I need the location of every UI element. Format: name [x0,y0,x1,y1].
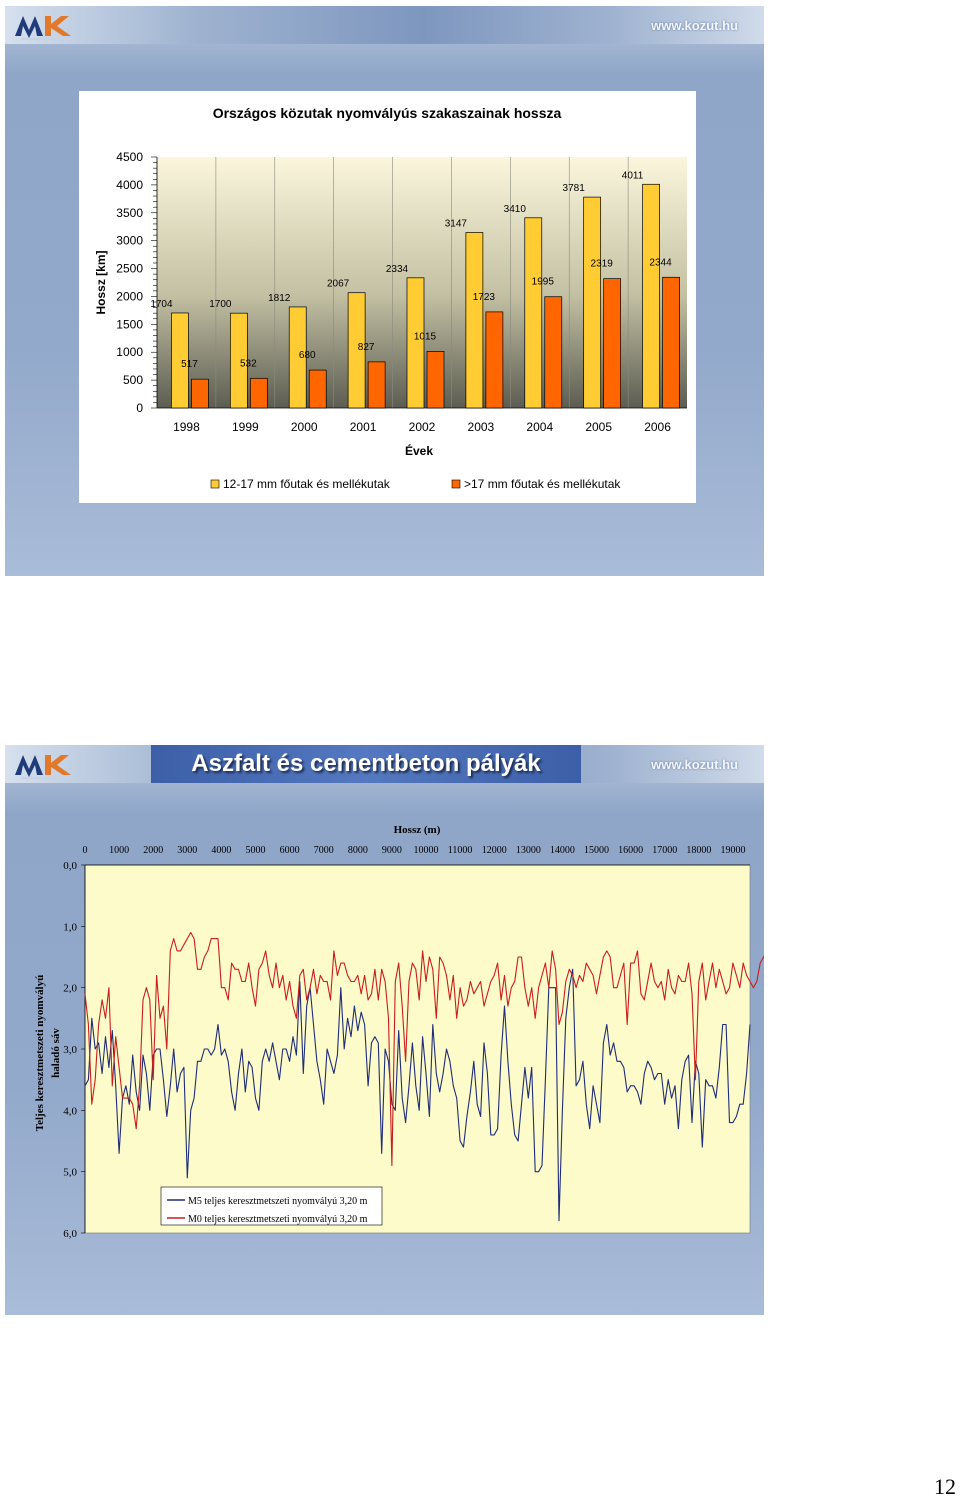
slide-title: Aszfalt és cementbeton pályák [191,750,541,777]
data-label: 1723 [472,291,496,303]
legend-label: M5 teljes keresztmetszeti nyomvályú 3,20 m [188,1196,368,1207]
y-axis-label: Teljes keresztmetszeti nyomvályú [34,974,46,1132]
plot-area [85,865,750,1233]
y-tick-label: 0 [136,401,143,415]
x-tick-label: 8000 [347,845,368,856]
x-axis-label: Évek [404,444,434,458]
site-url: www.kozut.hu [651,18,738,33]
bar-over17mm [191,379,208,408]
x-tick-label: 11000 [447,845,473,856]
y-tick-label: 1500 [116,317,143,332]
x-tick-label: 14000 [549,845,575,856]
data-label: 827 [357,341,375,353]
data-label: 1704 [150,298,173,310]
x-tick-label: 9000 [381,845,402,856]
data-label: 1995 [531,276,554,288]
x-tick-label: 13000 [515,845,541,856]
y-tick-label: 0,0 [63,860,77,872]
data-label: 3781 [562,183,585,195]
site-url: www.kozut.hu [651,757,738,772]
y-tick-label: 4500 [116,150,143,164]
y-tick-label: 500 [122,373,143,388]
bar-over17mm [309,370,326,408]
data-label: 1812 [268,292,291,304]
bar-over17mm [604,279,621,408]
y-tick-label: 3500 [116,205,143,220]
data-label: 3410 [503,203,526,215]
y-tick-label: 3000 [116,233,143,248]
bar-12-17mm [525,218,542,408]
x-tick-label: 6000 [279,845,300,856]
y-tick-label: 5,0 [63,1166,77,1179]
x-tick-label: 1000 [109,845,130,856]
x-tick-label: 1998 [173,420,200,434]
line-chart [5,783,764,1315]
x-tick-label: 18000 [686,845,712,856]
data-label: 3147 [444,218,468,230]
legend-swatch [211,480,219,488]
bar-chart-panel [79,91,696,503]
bar-chart [79,91,696,503]
x-tick-label: 17000 [652,845,678,856]
data-label: 2067 [326,278,350,290]
x-tick-label: 15000 [584,845,610,856]
x-tick-label: 2002 [408,420,436,434]
slide-header-bar [5,6,764,44]
x-tick-label: 2006 [644,420,671,434]
x-tick-label: 2004 [526,420,554,434]
y-tick-label: 6,0 [63,1228,77,1240]
x-tick-label: 2003 [467,420,495,434]
x-tick-label: 1999 [231,420,259,434]
data-label: 2334 [385,263,409,275]
x-tick-label: 0 [82,845,88,856]
bar-12-17mm [584,197,601,408]
data-label: 2344 [649,257,672,269]
y-tick-label: 3,0 [63,1044,77,1056]
x-tick-label: 19000 [720,845,746,856]
data-label: 532 [239,358,257,370]
x-tick-label: 3000 [177,845,198,856]
legend-label: >17 mm főutak és mellékutak [464,477,621,491]
data-label: 4011 [621,170,644,182]
data-label: 680 [298,350,316,362]
data-label: 2319 [590,258,613,270]
y-tick-label: 2,0 [63,982,77,995]
x-tick-label: 4000 [211,845,232,856]
kozut-logo-icon [13,10,77,42]
bar-12-17mm [407,278,424,408]
data-label: 1015 [413,331,437,343]
legend-swatch [452,480,460,488]
slide-bar-chart [5,6,764,576]
x-tick-label: 16000 [618,845,644,856]
data-label: 517 [181,359,198,371]
bar-12-17mm [466,232,483,408]
y-tick-label: 2500 [116,261,143,276]
x-tick-label: 5000 [245,845,266,856]
slide-title-banner [151,745,581,783]
kozut-logo-icon [13,749,77,781]
x-axis-label: Hossz (m) [393,824,441,836]
x-tick-label: 2001 [349,420,377,434]
bar-over17mm [368,362,385,408]
slide-header-bar [5,745,764,783]
bar-over17mm [545,297,562,408]
x-tick-label: 10000 [413,845,439,856]
x-tick-label: 2000 [290,420,318,434]
data-label: 1700 [209,299,232,311]
bar-over17mm [427,351,444,408]
y-axis-label: Hossz [km] [94,250,108,315]
y-tick-label: 1,0 [63,921,77,934]
bar-over17mm [486,312,503,408]
y-tick-label: 4,0 [63,1105,77,1118]
slide-line-chart [5,745,764,1315]
x-tick-label: 2000 [143,845,164,856]
legend-label: 12-17 mm főutak és mellékutak [223,477,390,491]
bar-over17mm [663,277,680,408]
y-tick-label: 2000 [116,289,143,304]
legend-label: M0 teljes keresztmetszeti nyomvályú 3,20 m [188,1214,368,1225]
x-tick-label: 7000 [313,845,334,856]
x-tick-label: 12000 [481,845,507,856]
chart-title: Országos közutak nyomvályús szakaszainak hossza [212,105,562,121]
page-number: 12 [934,1474,956,1499]
y-tick-label: 1000 [116,345,143,360]
x-tick-label: 2005 [585,420,613,434]
bar-over17mm [250,378,267,408]
y-axis-label-sub: haladó sáv [50,1028,62,1078]
bar-12-17mm [643,184,660,408]
y-tick-label: 4000 [116,177,143,192]
